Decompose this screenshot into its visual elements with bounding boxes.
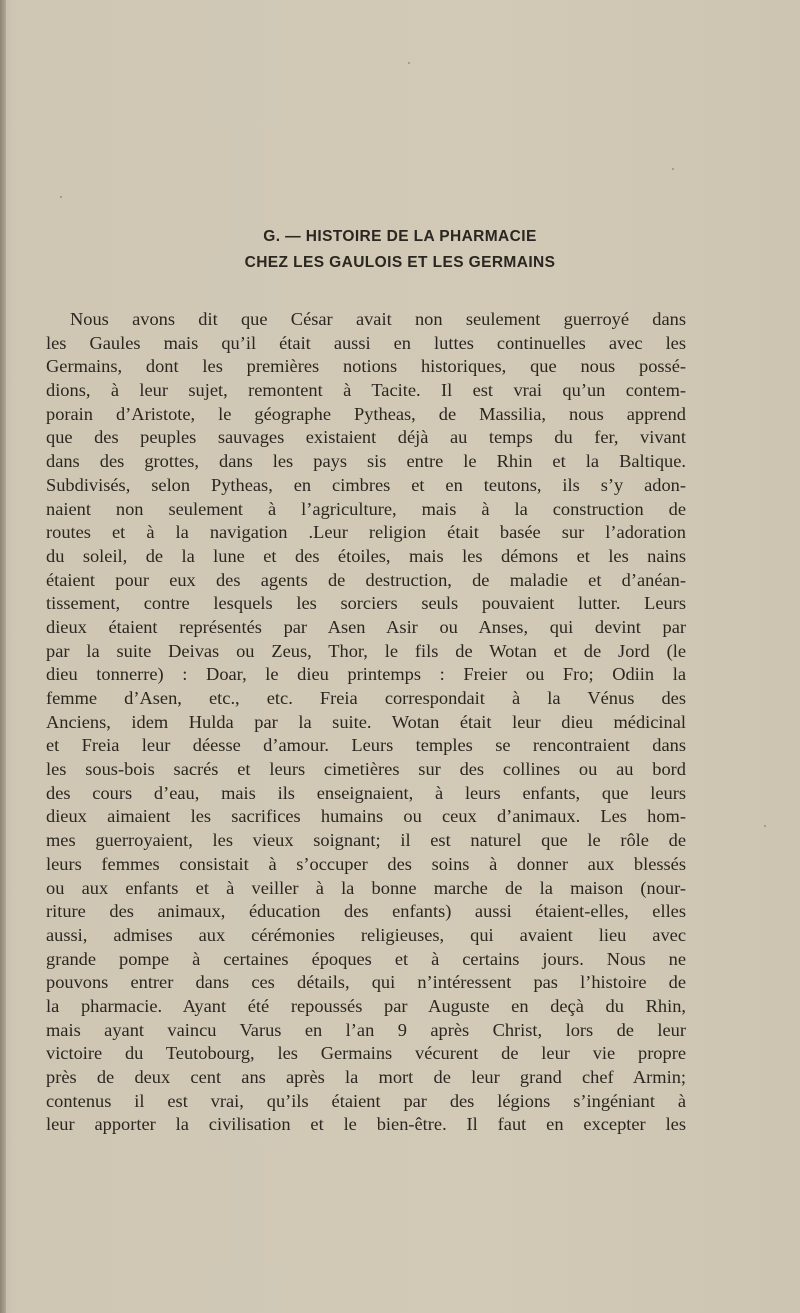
text-line: aussi, admises aux cérémonies religieuses, qui avaient lieu avec [46, 924, 686, 945]
text-line: du soleil, de la lune et des étoiles, mais les démons et les nains [46, 545, 686, 566]
text-line: étaient pour eux des agents de destruction, de maladie et d’anéan- [46, 569, 686, 590]
text-line: dieux étaient représentés par Asen Asir ou Anses, qui devint par [46, 616, 686, 637]
text-line: les Gaules mais qu’il était aussi en luttes continuelles avec les [46, 332, 686, 353]
text-line: mes guerroyaient, les vieux soignant; il est naturel que le rôle de [46, 830, 686, 851]
text-line: que des peuples sauvages existaient déjà au temps du fer, vivant [46, 427, 686, 448]
text-line: porain d’Aristote, le géographe Pytheas, de Massilia, nous apprend [46, 403, 686, 424]
text-line: dieux aimaient les sacrifices humains ou ceux d’animaux. Les hom- [46, 806, 686, 827]
text-line: contenus il est vrai, qu’ils étaient par des légions s’ingéniant à [46, 1090, 686, 1111]
text-line: pouvons entrer dans ces détails, qui n’intéressent pas l’histoire de [46, 972, 686, 993]
text-line: la pharmacie. Ayant été repoussés par Auguste en deçà du Rhin, [46, 995, 686, 1016]
text-line: et Freia leur déesse d’amour. Leurs temples se rencontraient dans [46, 735, 686, 756]
paper-speck [408, 62, 410, 64]
text-line: mais ayant vaincu Varus en l’an 9 après Christ, lors de leur [46, 1019, 686, 1040]
paper-speck [60, 196, 62, 198]
text-line: dions, à leur sujet, remontent à Tacite. Il est vrai qu’un contem- [46, 380, 686, 401]
text-line: dieu tonnerre) : Doar, le dieu printemps : Freier ou Fro; Odiin la [46, 664, 686, 685]
text-line: naient non seulement à l’agriculture, mais à la construction de [46, 498, 686, 519]
text-line: ou aux enfants et à veiller à la bonne marche de la maison (nour- [46, 877, 686, 898]
text-line: riture des animaux, éducation des enfants) aussi étaient-elles, elles [46, 901, 686, 922]
text-line: femme d’Asen, etc., etc. Freia correspondait à la Vénus des [46, 688, 686, 708]
text-line: Anciens, idem Hulda par la suite. Wotan était leur dieu médicinal [46, 711, 686, 732]
text-line: les sous-bois sacrés et leurs cimetières sur des collines ou au bord [46, 759, 686, 780]
text-line: Germains, dont les premières notions historiques, que nous possé- [46, 356, 686, 377]
paper-speck [764, 825, 766, 827]
section-heading-line-1: G. — HISTOIRE DE LA PHARMACIE [263, 228, 537, 245]
paper-speck [672, 168, 674, 170]
text-line: victoire du Teutobourg, les Germains vécurent de leur vie propre [46, 1043, 686, 1064]
page-binding-edge [0, 0, 6, 1313]
text-line: tissement, contre lesquels les sorciers seuls pouvaient lutter. Leurs [46, 593, 686, 614]
section-heading-line-2: CHEZ LES GAULOIS ET LES GERMAINS [244, 254, 556, 271]
text-line: grande pompe à certaines époques et à certains jours. Nous ne [46, 948, 686, 969]
text-line: Nous avons dit que César avait non seulement guerroyé dans [70, 309, 686, 329]
text-line: dans des grottes, dans les pays sis entre le Rhin et la Baltique. [46, 451, 686, 472]
text-line: Subdivisés, selon Pytheas, en cimbres et en teutons, ils s’y adon- [46, 474, 686, 495]
body-paragraph [46, 308, 686, 1137]
text-line: des cours d’eau, mais ils enseignaient, à leurs enfants, que leurs [46, 782, 686, 803]
text-line: par la suite Deivas ou Zeus, Thor, le fils de Wotan et de Jord (le [46, 640, 686, 661]
text-line: leurs femmes consistait à s’occuper des soins à donner aux blessés [46, 853, 686, 874]
text-line: leur apporter la civilisation et le bien-être. Il faut en excepter les [46, 1114, 686, 1135]
text-line: près de deux cent ans après la mort de leur grand chef Armin; [46, 1067, 686, 1087]
text-line: routes et à la navigation .Leur religion était basée sur l’adoration [46, 522, 686, 543]
